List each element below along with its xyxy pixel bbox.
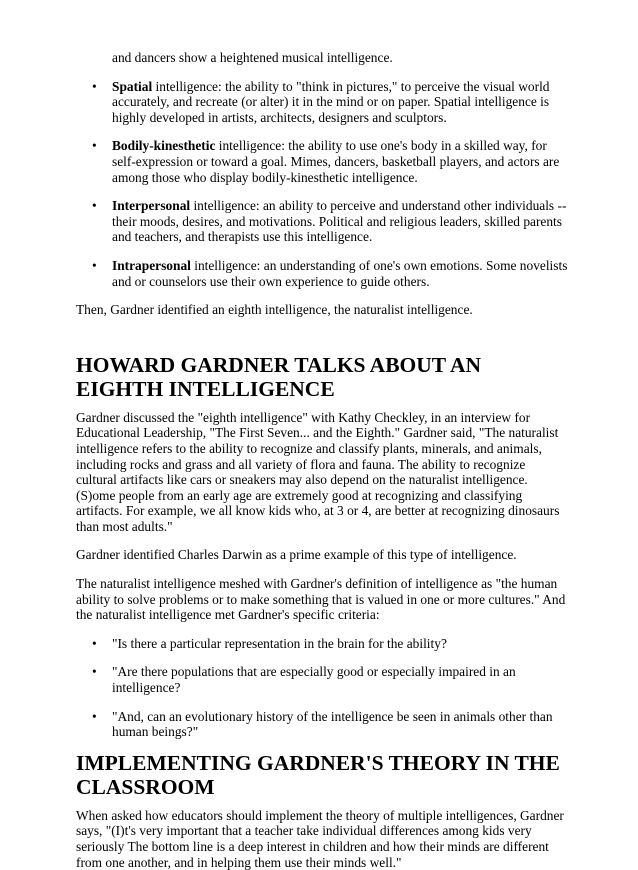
bullet-icon: • (92, 708, 97, 724)
bullet-icon: • (92, 635, 97, 651)
bullet-icon: • (92, 257, 97, 273)
intelligence-description: intelligence: the ability to "think in pictures," to perceive the visual world accurately, and recreate (or alter) it in the mind or on paper. Spatial intelligence is highly developed in artists, architects, designers and sculptors. (112, 78, 550, 125)
bullet-icon: • (92, 198, 97, 214)
document-page (76, 0, 568, 870)
criterion-text: "Is there a particular representation in the brain for the ability? (112, 635, 447, 651)
section-heading-classroom: IMPLEMENTING GARDNER'S THEORY IN THE CLASSROOM (76, 750, 560, 800)
intelligence-term: Interpersonal (112, 198, 191, 214)
criteria-list (76, 636, 568, 740)
bullet-icon: • (92, 138, 97, 154)
intelligence-term: Bodily-kinesthetic (112, 138, 216, 154)
list-item (76, 138, 568, 185)
bullet-icon: • (92, 664, 97, 680)
interview-paragraph: Gardner discussed the "eighth intelligence" with Kathy Checkley, in an interview for Educational Leadership, "The First Seven... and the Eighth." Gardner said, "The naturalist intelligence refers to the ability to recognize and classify plants, minerals, and animals, including rocks and grass and all variety of flora and fauna. The ability to recognize cultural artifacts like cars or sneakers may also depend on the naturalist intelligence. (S)ome people from an early age are extremely good at recognizing and classifying artifacts. For example, we all know kids who, at 3 or 4, are better at recognizing dinosaurs than most adults." (76, 409, 560, 534)
intelligences-list (76, 79, 568, 290)
continuation-text: and dancers show a heightened musical intelligence. (112, 50, 393, 65)
intelligence-term: Intrapersonal (112, 257, 191, 273)
list-item (76, 79, 568, 126)
bullet-icon: • (92, 78, 97, 94)
criterion-text: "Are there populations that are especially good or especially impaired in an intelligence? (112, 664, 516, 696)
intelligence-term: Spatial (112, 78, 153, 94)
classroom-paragraph: When asked how educators should implement the theory of multiple intelligences, Gardner says, "(I)t's very important that a teacher take individual differences among kids very seriously The bottom line is a deep interest in children and how their minds are different from one another, and in helping them use their minds well." (76, 807, 564, 870)
criterion-text: "And, can an evolutionary history of the intelligence be seen in animals other than human beings?" (112, 708, 553, 740)
eighth-intro-paragraph: Then, Gardner identified an eighth intelligence, the naturalist intelligence. (76, 302, 473, 318)
list-item (76, 709, 568, 740)
list-item (76, 198, 568, 245)
darwin-paragraph: Gardner identified Charles Darwin as a prime example of this type of intelligence. (76, 547, 517, 563)
section-heading-eighth-intelligence: HOWARD GARDNER TALKS ABOUT AN EIGHTH INTELLIGENCE (76, 352, 481, 402)
intelligence-description: intelligence: an ability to perceive and understand other individuals -- their moods, desires, and motivations. Political and religious leaders, skilled parents and teachers, and therapists use this intelligence. (112, 198, 567, 245)
list-item (76, 636, 568, 652)
intelligence-description: intelligence: an understanding of one's own emotions. Some novelists and or counselors use their own experience to guide others. (112, 257, 568, 289)
criteria-intro-paragraph: The naturalist intelligence meshed with Gardner's definition of intelligence as "the human ability to solve problems or to make something that is valued in one or more cultures." And the naturalist intelligence met Gardner's specific criteria: (76, 576, 566, 623)
intelligence-description: intelligence: the ability to use one's body in a skilled way, for self-expression or toward a goal. Mimes, dancers, basketball players, and actors are among those who display bodily-kinesthetic intelligence. (112, 138, 560, 185)
list-item (76, 664, 568, 695)
list-item (76, 258, 568, 289)
